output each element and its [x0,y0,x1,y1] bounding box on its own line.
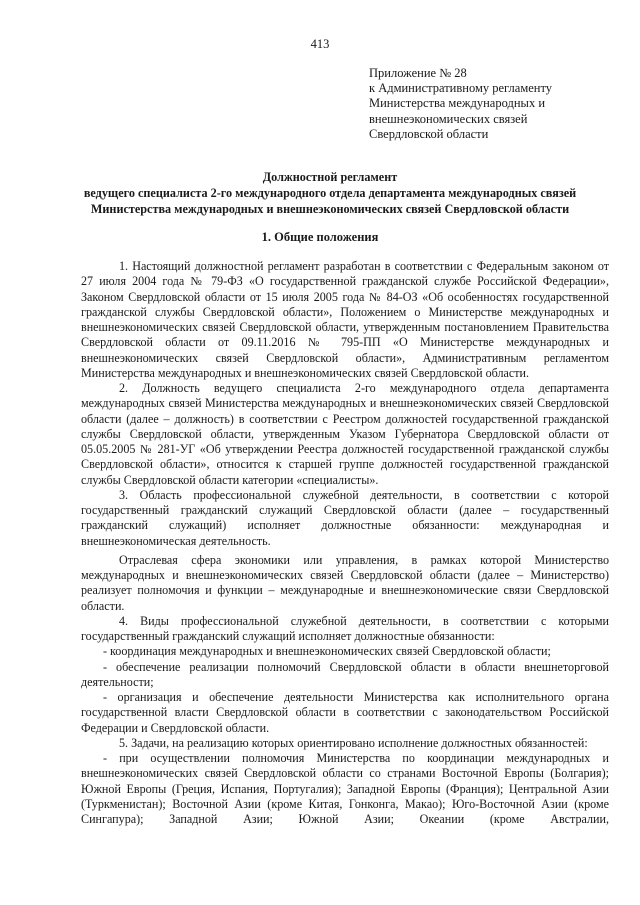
appendix-line: внешнеэкономических связей [369,111,528,126]
paragraph: 4. Виды профессиональной служебной деятельности, в соответствии с которыми государственный гражданский служащий исполняет должностные обязанности: [81,613,609,643]
document-title [60,170,600,217]
paragraph: 5. Задачи, на реализацию которых ориентировано исполнение должностных обязанностей: [119,735,588,750]
title-line: Министерства международных и внешнеэкономических связей Свердловской области [90,201,570,216]
paragraph: Отраслевая сфера экономики или управления, в рамках которой Министерство международных и внешнеэкономических связей Свердловской области (далее – Министерство) реализует полномочия и функции – международные и внешнеэкономические связи Свердловской области. [81,552,609,613]
appendix-reference [369,66,619,142]
list-item: - координация международных и внешнеэкономических связей Свердловской области; [103,644,551,659]
section-heading: 1. Общие положения [261,230,379,244]
title-line: ведущего специалиста 2-го международного отдела департамента международных связей [83,186,577,201]
list-item: - обеспечение реализации полномочий Свердловской области в области внешнеторговой деятельности; [81,659,609,689]
appendix-line: Министерства международных и [369,96,546,111]
appendix-line: Приложение № 28 [369,66,467,80]
document-body [81,259,609,827]
appendix-line: к Административному регламенту [369,81,553,96]
appendix-line: Свердловской области [369,126,489,141]
paragraph: 1. Настоящий должностной регламент разработан в соответствии с Федеральным законом от 27 июля 2004 года № 79-ФЗ «О государственной гражданской службе Российской Федерации», Законом Свердловской области от 15 июля 2005 года № 84-ОЗ «Об особенностях государственной гражданской службы Свердловской области», Положением о Министерстве международных и внешнеэкономических связей Свердловской области, утвержденным постановлением Правительства Свердловской области от 09.11.2016 № 795-ПП «О Министерстве международных и внешнеэкономических связей Свердловской области», Административным регламентом Министерства международных и внешнеэкономических связей Свердловской области. [81,259,609,380]
paragraph: 3. Область профессиональной служебной деятельности, в соответствии с которой государственный гражданский служащий Свердловской области (далее – государственный гражданский служащий) исполняет должностные обязанности: международная и внешнеэкономическая деятельность. [81,487,609,548]
page-number: 413 [310,37,330,51]
list-item: - при осуществлении полномочия Министерства по координации международных и внешнеэкономических связей Свердловской области со странами Восточной Европы (Болгария); Южной Европы (Греция, Испания, Португалия); Западной Европы (Франция); Центральной Азии (Туркменистан); Восточной Азии (кроме Китая, Гонконга, Макао); Юго-Восточной Азии (кроме Сингапура); Западной Азии; Южной Азии; Океании (кроме Австралии, [81,751,609,826]
paragraph: 2. Должность ведущего специалиста 2-го международного отдела департамента международных связей Министерства международных и внешнеэкономических связей Свердловской области (далее – должность) в соответствии с Реестром должностей государственной гражданской службы Свердловской области, утвержденным Указом Губернатора Свердловской области от 05.05.2005 № 281-УГ «Об утверждении Реестра должностей государственной гражданской службы Свердловской области», относится к старшей группе должностей государственной гражданской службы Свердловской области категории «специалисты». [81,381,609,487]
title-line: Должностной регламент [262,170,398,184]
list-item: - организация и обеспечение деятельности Министерства как исполнительного органа государственной власти Свердловской области в соответствии с законодательством Российской Федерации и Свердловской области. [81,690,609,735]
